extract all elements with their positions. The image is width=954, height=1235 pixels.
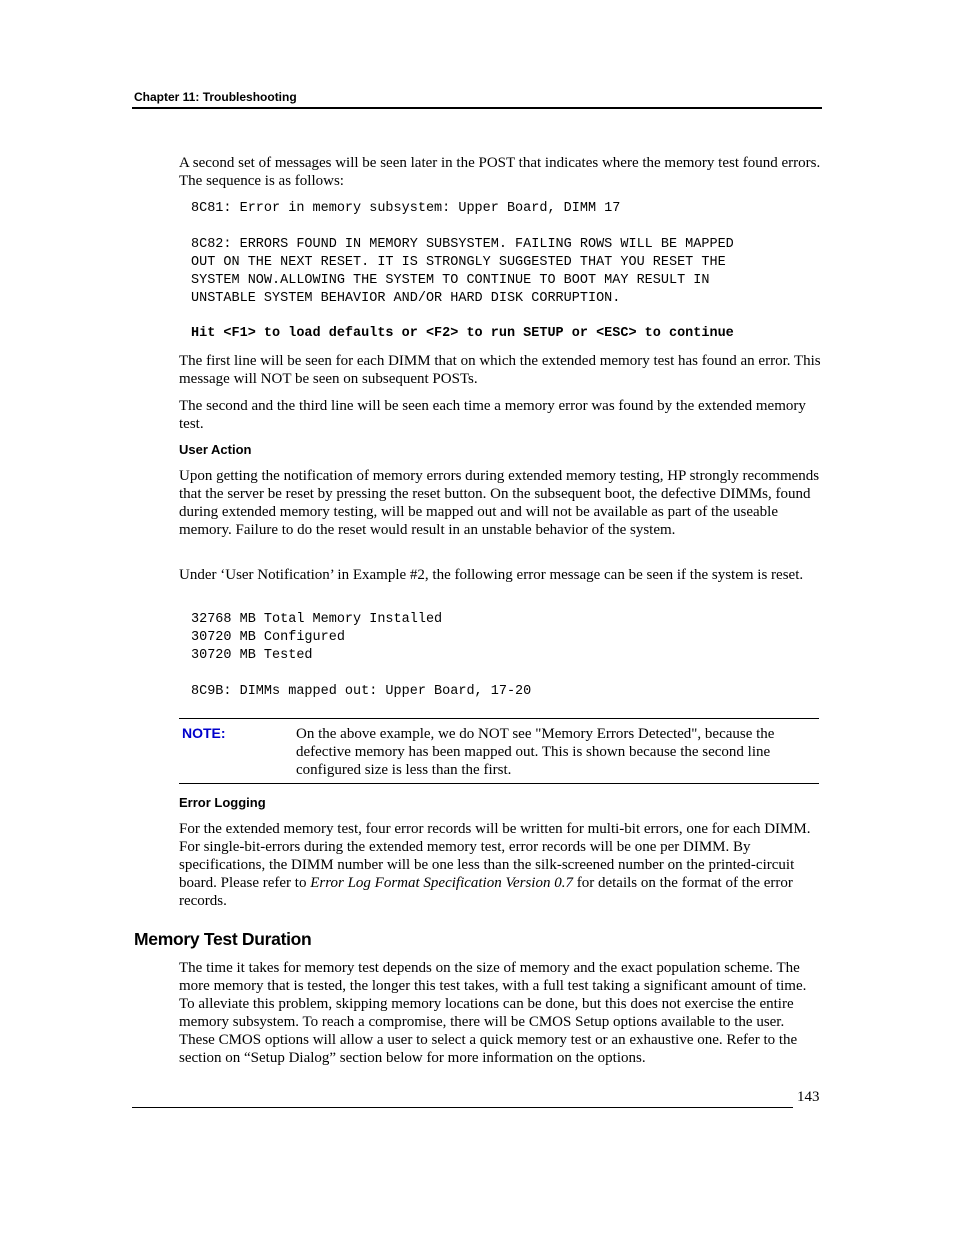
note-top-rule — [179, 718, 819, 719]
intro-text: A second set of messages will be seen later in the POST that indicates where the memory test found errors. The sequence is as follows: — [179, 155, 821, 189]
footer-rule — [132, 1107, 793, 1108]
page-number: 143 — [797, 1089, 820, 1105]
error-logging-text — [179, 820, 821, 910]
code-error-line: 8C81: Error in memory subsystem: Upper Board, DIMM 17 — [191, 201, 621, 216]
user-notification-text: Under ‘User Notification’ in Example #2, the following error message can be seen if the system is reset. — [179, 567, 804, 583]
note-label: NOTE: — [182, 725, 226, 741]
first-line-text: The first line will be seen for each DIMM that on which the extended memory test has found an error. This message will NOT be seen on subsequent POSTs. — [179, 353, 821, 387]
header-rule — [132, 107, 822, 109]
running-header: Chapter 11: Troubleshooting — [134, 90, 297, 104]
first-line-paragraph — [179, 352, 821, 388]
memory-test-duration-text: The time it takes for memory test depends on the size of memory and the exact population scheme. The more memory that is tested, the longer this test takes, with a full test taking a significant amount of time. To alleviate this problem, skipping memory locations can be done, but this does not exercise the entire memory subsystem. To reach a compromise, there will be CMOS Setup options available to the user. These CMOS options will allow a user to select a quick memory test or an exhaustive one. Refer to the section on “Setup Dialog” section below for more information on the options. — [179, 960, 807, 1066]
intro-paragraph — [179, 154, 821, 190]
note-text: On the above example, we do NOT see "Memory Errors Detected", because the defective memory has been mapped out. This is shown because the second line configured size is less than the first. — [296, 726, 775, 778]
second-line-text: The second and the third line will be seen each time a memory error was found by the extended memory test. — [179, 398, 806, 432]
error-logging-heading: Error Logging — [179, 795, 266, 810]
error-log-spec-title: Error Log Format Specification Version 0.7 — [310, 875, 573, 891]
code-mapped-out-line: 8C9B: DIMMs mapped out: Upper Board, 17-20 — [191, 684, 532, 699]
memory-test-duration-heading: Memory Test Duration — [134, 929, 312, 949]
user-action-paragraph — [179, 467, 821, 539]
error-logging-paragraph — [179, 820, 821, 910]
error-logging-text-before: For the extended memory test, four error records will be written for multi-bit errors, one for each DIMM. For single-bit-errors during the extended memory test, error records will be one per DIMM. By specifications, the DIMM number will be one less than the silk-screened number on the printed-circuit board. Please refer to — [179, 821, 811, 891]
memory-test-duration-paragraph — [179, 959, 821, 1067]
user-notification-paragraph — [179, 566, 821, 584]
code-memory-summary: 32768 MB Total Memory Installed 30720 MB Configured 30720 MB Tested — [191, 612, 443, 663]
code-prompt-line: Hit <F1> to load defaults or <F2> to run SETUP or <ESC> to continue — [191, 326, 734, 341]
note-bottom-rule — [179, 783, 819, 784]
error-logging-text-after: for details on the format of the error records. — [179, 875, 793, 909]
user-action-text: Upon getting the notification of memory errors during extended memory testing, HP strongly recommends that the server be reset by pressing the reset button. On the subsequent boot, the defective DIMMs, found during extended memory testing, will be mapped out and will not be available as part of the useable memory. Failure to do the reset would result in an unstable behavior of the system. — [179, 468, 820, 538]
code-error-block: 8C82: ERRORS FOUND IN MEMORY SUBSYSTEM. FAILING ROWS WILL BE MAPPED OUT ON THE NEXT RESET. IT IS STRONGLY SUGGESTED THAT YOU RESET THE SYSTEM NOW.ALLOWING THE SYSTEM TO CONTINUE TO BOOT MAY RESULT IN UNSTABLE SYSTEM BEHAVIOR AND/OR HARD DISK CORRUPTION. — [191, 237, 734, 306]
user-action-heading: User Action — [179, 442, 252, 457]
second-line-paragraph — [179, 397, 821, 433]
